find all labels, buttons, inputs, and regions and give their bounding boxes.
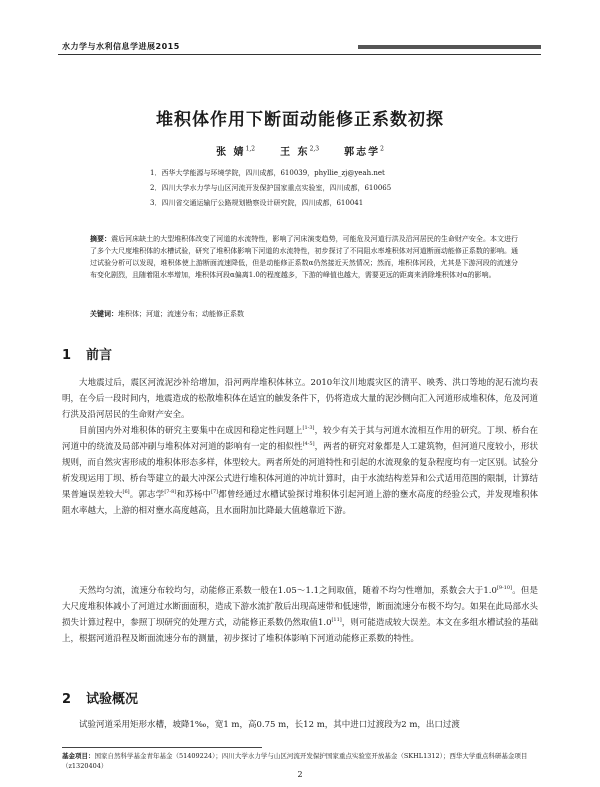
abstract-label: 摘要： [90, 234, 112, 243]
citation: [1-3] [302, 425, 315, 432]
page-number: 2 [297, 770, 303, 779]
paragraph-text: 目前国内外对堆积体的研究主要集中在成因和稳定性问题上 [79, 426, 303, 436]
paragraph [62, 583, 538, 647]
paragraph-text: ，两者的研究对象都是人工建筑物，但河道尺度较小，形状规则，而自然灾害形成的堆积体形态多样，体型较大。两者所处的河道特性和引起的水流现象的复杂程度均有一定区别。试验分析发现运用丁坝、桥台等建立的最大冲深公式进行堆积体河道的冲坑计算时，由于水流结构差异和公式适用范围的限制，计算结果普遍误差较大 [62, 442, 539, 500]
funding-footnote [62, 751, 538, 771]
section-title: 前言 [86, 348, 113, 363]
paper-title: 堆积体作用下断面动能修正系数初探 [156, 110, 444, 130]
paragraph-text: 都曾经通过水槽试验探讨堆积体引起河道上游的壅水高度的经验公式，并发现堆积体阻水率越大，上游的相对壅水高度越高，且水面附加比降最大值越靠近下游。 [62, 490, 538, 516]
abstract-text: 震后河床缺土的大型堆积体改变了河道的水流特性，影响了河床演变趋势，可能危及河道行洪及沿河居民的生命财产安全。本文进行了多个大尺度堆积体的水槽试验，研究了堆积体影响下河道的水流特性，初步探讨了不同阻水率堆积体对河道断面动能修正系数的影响。通过试验分析可以发现，堆积体使上游断面流速降低，但是动能修正系数α仍然接近天然情况；然而，堆积体河段，尤其是下游河段的流速分布变化剧烈，且随着阻水率增加，堆积体河段α偏离1.0的程度越多，下游的峰值也越大，需要更远的距离来消除堆积体对α的影响。 [90, 235, 519, 279]
paragraph-text: 天然均匀流，流速分布较均匀，动能修正系数一般在1.05～1.1之间取值，随着不均匀性增加，系数会大于1.0 [79, 586, 497, 596]
citation: [7-8] [164, 489, 177, 496]
paragraph: 大地震过后，震区河流泥沙补给增加，沿河两岸堆积体林立。2010年汶川地震灾区的清平、映秀、洪口等地的泥石流均表明，在今后一段时间内，地震造成的松散堆积体在适宜的触发条件下，仍将造成大量的泥沙侧向汇入河道形成堆积体，危及河道行洪及沿河居民的生命财产安全。 [62, 378, 539, 420]
section-number: 1 [62, 348, 72, 363]
affiliation: 3．四川省交通运输厅公路规划勘察设计研究院，四川成都，610041 [150, 199, 364, 207]
citation: [6] [122, 489, 130, 496]
citation: [4-5] [302, 441, 315, 448]
section-number: 2 [62, 692, 72, 707]
author-name: 王 东 [280, 147, 310, 158]
footnote-divider [62, 747, 262, 748]
author-list [0, 143, 600, 158]
section-title: 试验概况 [86, 692, 139, 707]
keywords [90, 309, 518, 319]
footnote-label: 基金项目： [62, 752, 95, 760]
paragraph-text: ，较少有关于其与河道水流相互作用的研究。丁坝、桥台在河道中的绕流及局部冲刷与堆积体对河道的影响有一定的相似性 [62, 426, 538, 452]
footnote-text: 国家自然科学基金青年基金（51409224）；四川大学水力学与山区河流开发保护国家重点实验室开放基金（SKHL1312）；西华大学重点科研基金项目（z1320404） [62, 752, 528, 770]
author-affiliation-mark: 1,2 [245, 145, 256, 153]
paragraph-text: ，则可能造成较大误差。本文在多组水槽试验的基础上，根据河道沿程及断面流速分布的测量，初步探讨了堆积体影响下河道动能修正系数的特性。 [62, 618, 538, 644]
section-heading [62, 344, 112, 363]
keywords-text: 堆积体；河道；流速分布；动能修正系数 [118, 310, 244, 318]
citation: [7] [211, 489, 219, 496]
journal-header [58, 40, 541, 55]
affiliation: 1．西华大学能源与环境学院，四川成都，610039，phyllie_zj@yeah.net [150, 169, 385, 177]
citation: [9-10] [496, 585, 513, 592]
abstract [90, 233, 518, 281]
paragraph: 试验河道采用矩形水槽，坡降1‰，宽1 m，高0.75 m，长12 m，其中进口过渡段为2 m，出口过渡 [79, 720, 460, 730]
header-stripe [358, 45, 541, 49]
paragraph [62, 423, 538, 519]
author-name: 张 婧 [216, 147, 246, 158]
paragraph-text: 。但是大尺度堆积体减小了河道过水断面面积，造成下游水流扩散后出现高速带和低速带，断面流速分布极不均匀。如果在此局部水头损失计算过程中，参照丁坝研究的处理方式，动能修正系数仍然取值1.0 [62, 586, 539, 628]
paragraph-text: 和苏杨中 [176, 490, 212, 500]
journal-name: 水力学与水利信息学进展2015 [62, 42, 180, 51]
author-affiliation-mark: 2 [380, 145, 384, 153]
keywords-label: 关键词： [90, 309, 118, 318]
paragraph-text: 。郭志学 [129, 490, 165, 500]
section-heading [62, 688, 138, 707]
citation: [11] [331, 617, 342, 624]
affiliation: 2．四川大学水力学与山区河流开发保护国家重点实验室，四川成都，610065 [150, 184, 392, 192]
author-name: 郭志学 [344, 147, 381, 158]
author-affiliation-mark: 2,3 [309, 145, 320, 153]
